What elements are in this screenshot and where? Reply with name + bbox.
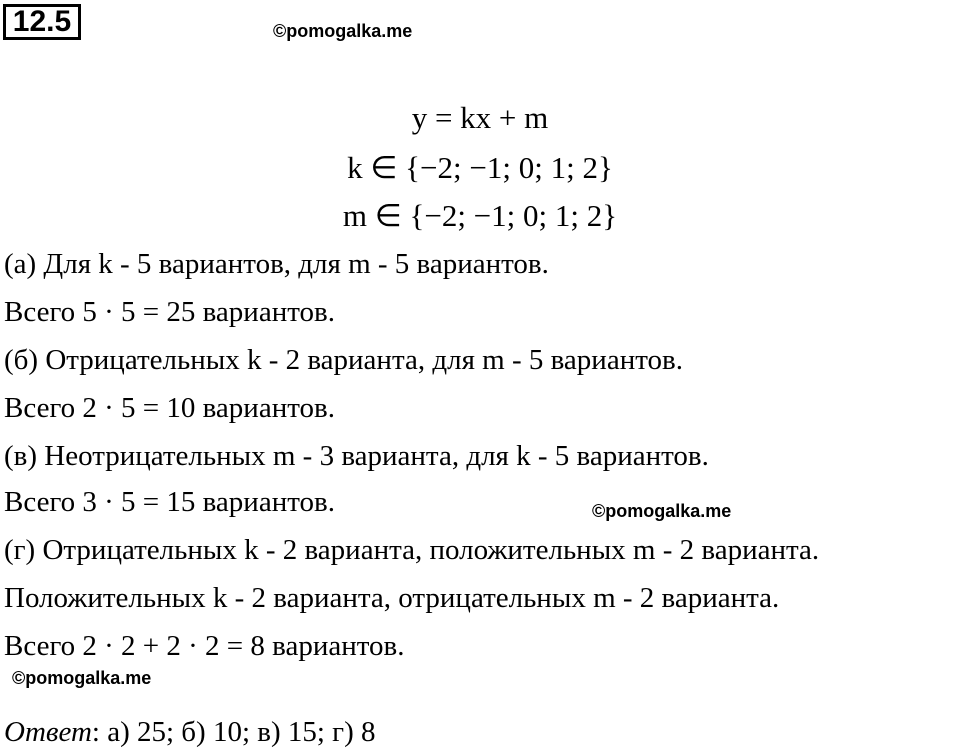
solution-line-d1: (г) Отрицательных k - 2 варианта, положительных m - 2 варианта. xyxy=(4,534,820,566)
solution-total-d: Всего 2 · 2 + 2 · 2 = 8 вариантов. xyxy=(4,630,405,662)
solution-total-b: Всего 2 · 5 = 10 вариантов. xyxy=(4,392,335,424)
solution-line-d2: Положительных k - 2 варианта, отрицательных m - 2 варианта. xyxy=(4,582,780,614)
solution-total-c: Всего 3 · 5 = 15 вариантов. xyxy=(4,486,335,518)
solution-line-c: (в) Неотрицательных m - 3 варианта, для k - 5 вариантов. xyxy=(4,440,709,472)
solution-total-a: Всего 5 · 5 = 25 вариантов. xyxy=(4,296,335,328)
watermark-top: ©pomogalka.me xyxy=(273,21,413,41)
answer-text: : а) 25; б) 10; в) 15; г) 8 xyxy=(91,716,376,748)
watermark-middle: ©pomogalka.me xyxy=(592,501,732,521)
formula-line: y = kx + m xyxy=(411,100,549,135)
formula-m-set: m ∈ {−2; −1; 0; 1; 2} xyxy=(342,198,618,233)
formula-k-set: k ∈ {−2; −1; 0; 1; 2} xyxy=(347,150,613,185)
answer-label: Ответ xyxy=(4,716,92,748)
answer-line xyxy=(4,712,375,752)
solution-line-b: (б) Отрицательных k - 2 варианта, для m - 5 вариантов. xyxy=(4,344,683,376)
solution-line-a: (а) Для k - 5 вариантов, для m - 5 вариантов. xyxy=(4,248,549,280)
watermark-bottom: ©pomogalka.me xyxy=(12,668,152,688)
problem-number: 12.5 xyxy=(3,4,81,40)
